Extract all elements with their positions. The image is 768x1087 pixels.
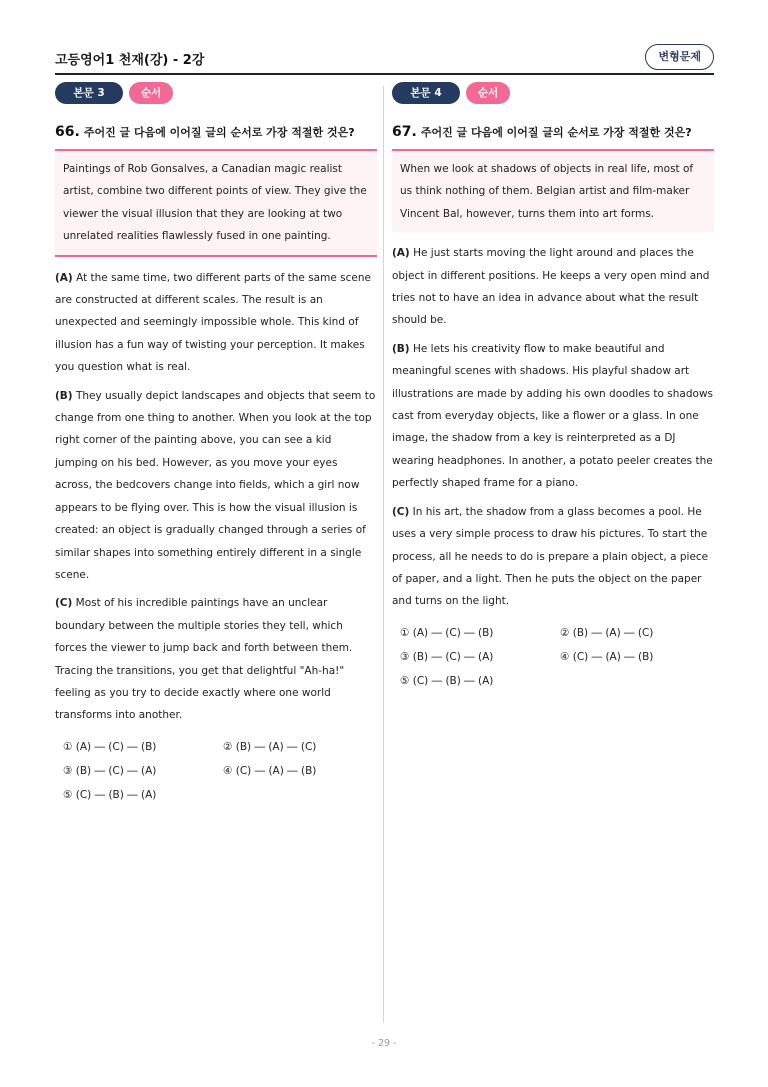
paragraph-a [55,267,377,379]
choice-1[interactable]: ① (A) ― (C) ― (B) [400,626,494,639]
type-tag: 순서 [466,82,510,104]
paragraph-text: He just starts moving the light around and places the object in different positions. He keeps a very open mind and tries not to have an idea in advance about what the result should be. [392,247,710,327]
question-tags [55,82,377,104]
question-66 [55,82,377,807]
choice-3[interactable]: ③ (B) ― (C) ― (A) [400,650,494,663]
intro-passage: Paintings of Rob Gonsalves, a Canadian magic realist artist, combine two different points of view. They give the viewer the visual illusion that they are looking at two unrelated realities flawlessly fused in one painting. [55,149,377,257]
question-text: 주어진 글 다음에 이어질 글의 순서로 가장 적절한 것은? [83,126,355,139]
question-67 [392,82,714,693]
choice-5[interactable]: ⑤ (C) ― (B) ― (A) [63,788,157,801]
choice-3[interactable]: ③ (B) ― (C) ― (A) [63,764,157,777]
header-title: 고등영어1 천재(강) - 2강 [55,53,205,68]
choice-4[interactable]: ④ (C) ― (A) ― (B) [560,650,654,663]
header-rule [55,73,714,75]
paragraph-b [392,338,714,495]
paragraph-text: At the same time, two different parts of the same scene are constructed at different scales. The result is an unexpected and seemingly impossible whole. This kind of illusion has a fun way of twisting your perception. It makes you question what is real. [55,271,371,374]
question-number: 67. [392,124,417,140]
paragraph-a [392,242,714,332]
paragraph-text: In his art, the shadow from a glass becomes a pool. He uses a very simple process to draw his pictures. To start the process, all he needs to do is prepare a plain object, a piece of paper, and a light. Then he puts the object on the paper and turns on the light. [392,505,709,608]
intro-passage: When we look at shadows of objects in real life, most of us think nothing of them. Belgian artist and film-maker Vincent Bal, however, turns them into art forms. [392,149,714,232]
paragraph-c [55,592,377,726]
question-tags [392,82,714,104]
paragraph-b [55,385,377,587]
column-divider [383,86,384,1023]
section-tag: 본문 4 [392,82,460,104]
paragraph-label: (B) [55,389,73,402]
question-number: 66. [55,124,80,140]
question-prompt [55,124,377,140]
paragraph-label: (A) [392,247,410,260]
page-number: - 29 - [371,1038,397,1049]
question-text: 주어진 글 다음에 이어질 글의 순서로 가장 적절한 것은? [420,126,692,139]
paragraph-label: (A) [55,271,73,284]
answer-choices [63,735,377,807]
page-header [55,44,714,74]
answer-choices [400,621,714,693]
choice-2[interactable]: ② (B) ― (A) ― (C) [223,740,317,753]
paragraph-text: They usually depict landscapes and objects that seem to change from one thing to another. When you look at the top right corner of the painting above, you can see a kid jumping on his bed. However, as you move your eyes across, the bedcovers change into fields, which a girl now appears to be flying over. This is how the visual illusion is created: an object is gradually changed through a series of similar shapes into something entirely different in a single scene. [55,389,376,581]
type-tag: 순서 [129,82,173,104]
choice-1[interactable]: ① (A) ― (C) ― (B) [63,740,157,753]
paragraph-text: He lets his creativity flow to make beautiful and meaningful scenes with shadows. His playful shadow art illustrations are made by adding his own doodles to shadows cast from everyday objects, like a flower or a glass. In one image, the shadow from a key is reinterpreted as a DJ wearing headphones. In another, a potato peeler creates the perfectly shaped frame for a piano. [392,342,713,490]
variant-badge: 변형문제 [645,44,714,70]
choice-5[interactable]: ⑤ (C) ― (B) ― (A) [400,674,494,687]
question-prompt [392,124,714,140]
paragraph-label: (B) [392,342,410,355]
choice-4[interactable]: ④ (C) ― (A) ― (B) [223,764,317,777]
paragraph-label: (C) [392,505,410,518]
paragraph-label: (C) [55,597,73,610]
paragraph-c [392,501,714,613]
choice-2[interactable]: ② (B) ― (A) ― (C) [560,626,654,639]
paragraph-text: Most of his incredible paintings have an unclear boundary between the multiple stories they tell, which forces the viewer to jump back and forth between them. Tracing the transitions, you get that delightful "Ah-ha!" feeling as you try to decide exactly where one world transforms into another. [55,597,353,722]
section-tag: 본문 3 [55,82,123,104]
